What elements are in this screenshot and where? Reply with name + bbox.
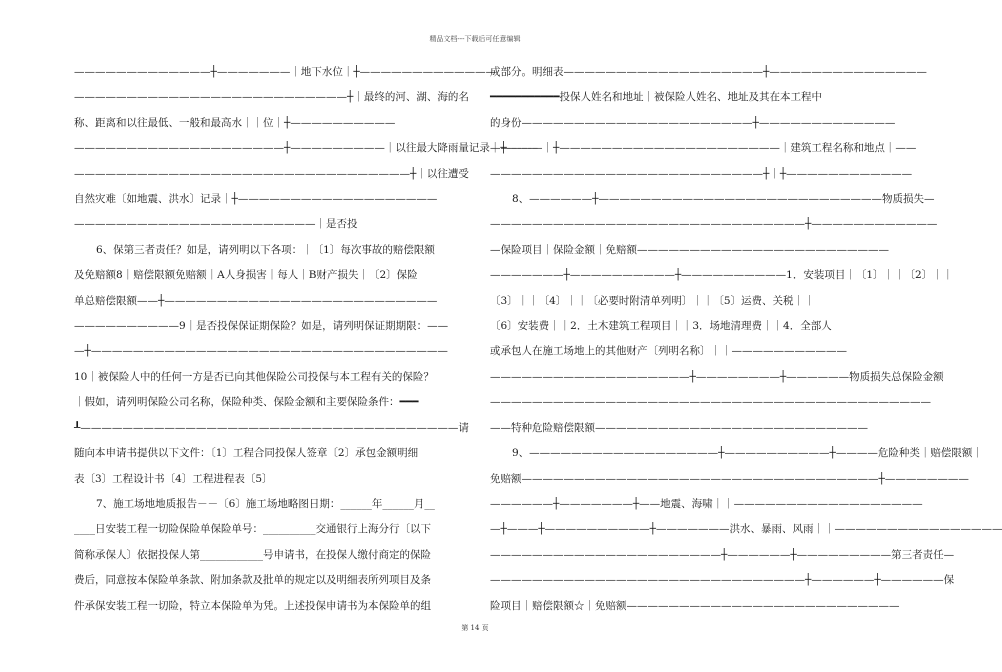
text-line: ——————————————————————————————┼——————┼——————保	[490, 574, 955, 587]
text-line: ———————————————————┼————————┼——————物质损失总保险金额	[490, 370, 944, 383]
text-line: ——特种危险赔偿限额——————————————————————————	[490, 421, 868, 434]
text-line: ———————┼——————————┼——————————1．安装项目｜〔1〕｜｜〔2〕｜｜	[490, 269, 954, 282]
text-line: 〔6〕安装费｜｜2．土木建筑工程项目｜｜3．场地清理费｜｜4．全部人	[490, 320, 832, 333]
text-line: ——————————9｜是否投保保证期保险？如是，请列明保证期期限：——	[74, 320, 449, 333]
text-line: 8、——————┼———————————————————————————物质损失—	[512, 193, 935, 206]
text-line: 9、——————————————————┼——————————┼————危险种类｜赔偿限额｜	[512, 447, 983, 460]
text-line: ——————————————————————————┼｜┼————————————	[490, 167, 913, 180]
right-column	[490, 60, 1002, 619]
text-line: 或承包人在施工场地上的其他财产〔列明名称〕｜｜———————————	[490, 345, 847, 358]
text-line: ——————————————————————————┼｜最终的河、湖、海的名	[74, 91, 469, 104]
left-column	[74, 60, 539, 619]
text-line: —————————————┼———————｜地下水位｜┼—————————————	[74, 66, 497, 78]
text-line: ——————————————————————————————————————————	[490, 396, 931, 409]
text-line: 成部分。明细表———————————————————┼———————————————	[490, 66, 927, 78]
page-number: 第 14 页	[461, 624, 489, 632]
text-line: 及免赔额8｜赔偿限额免赔额｜A人身损害｜每人｜B财产损失｜〔2〕保险	[74, 269, 418, 282]
text-line: 单总赔偿限额——┼——————————————————————————	[74, 294, 438, 307]
text-line: ┸————————————————————————————————————请	[74, 421, 469, 434]
text-line: ——————————————————————┼——————┼—————————第三者责任—	[490, 548, 955, 561]
text-line: 〔3〕｜｜〔4〕｜｜〔必要时附清单列明〕｜｜〔5〕运费、关税｜｜	[490, 294, 815, 307]
text-line: ━━━━━━━━━━━投保人姓名和地址｜被保险人姓名、地址及其在本工程中	[490, 91, 823, 104]
text-line: 自然灾难〔如地震、洪水〕记录｜┼———————————————————	[74, 193, 438, 206]
text-line: —┼——————————————————————————————————	[74, 345, 448, 358]
text-line: 件承保安装工程一切险，特立本保险单为凭。上述投保申请书为本保险单的组	[74, 599, 431, 612]
text-line: 免赔额——————————————————————————————————┼————————	[490, 472, 969, 485]
text-line: 险项目｜赔偿限额☆｜免赔额——————————————————————————	[490, 599, 900, 612]
text-line: ——————┼———————┼——地震、海啸｜｜——————————————————	[490, 497, 923, 510]
text-line: ____日安装工程一切险保险单保险单号：__________交通银行上海分行〔以下	[74, 523, 431, 536]
text-line: 称、距离和以往最低、一般和最高水｜｜位｜┼——————————	[74, 116, 396, 129]
text-line: 的身份——————————————————————┼—————————————	[490, 116, 896, 129]
text-line: 随向本申请书提供以下文件：〔1〕工程合同投保人签章〔2〕承包金额明细	[74, 447, 419, 460]
text-line: ———————————————————————｜是否投	[74, 218, 358, 231]
text-line: —保险项目｜保险金额｜免赔额————————————————————————	[490, 243, 889, 256]
text-line: ————————————————————————————————┼｜以往遭受	[74, 167, 469, 180]
text-line: ｜假如，请列明保险公司名称，保险种类、保险金额和主要保险条件：━━━	[74, 396, 419, 409]
text-line: 表〔3〕工程设计书〔4〕工程进程表〔5〕	[74, 472, 273, 485]
page-header: 精品文档---下载后可任意编辑	[429, 35, 521, 43]
text-line: 简称承保人〕依据投保人第____________号申请书，在投保人缴付商定的保险	[74, 548, 431, 561]
text-line: ————————————————————┼—————————｜以往最大降雨量记录｜┼———	[74, 142, 539, 155]
text-line: —┼———┼——————————┼———————洪水、暴雨、风雨｜｜————————————————	[490, 523, 1002, 536]
text-line: 6、保第三者责任？如是，请列明以下各项：｜〔1〕每次事故的赔偿限额	[96, 243, 435, 256]
text-line: 7、施工场地地质报告－－〔6〕施工场地略图日期：______年______月__	[96, 497, 435, 510]
text-line: 费后，同意按本保险单条款、附加条款及批单的规定以及明细表所列项目及条	[74, 574, 431, 587]
text-line: ——————————————————————————————┼————————————	[490, 218, 938, 231]
text-line: 10｜被保险人中的任何一方是否已向其他保险公司投保与本工程有关的保险？	[74, 370, 434, 383]
text-line: —————｜┼—————————————————————｜建筑工程名称和地点｜——	[490, 142, 917, 155]
